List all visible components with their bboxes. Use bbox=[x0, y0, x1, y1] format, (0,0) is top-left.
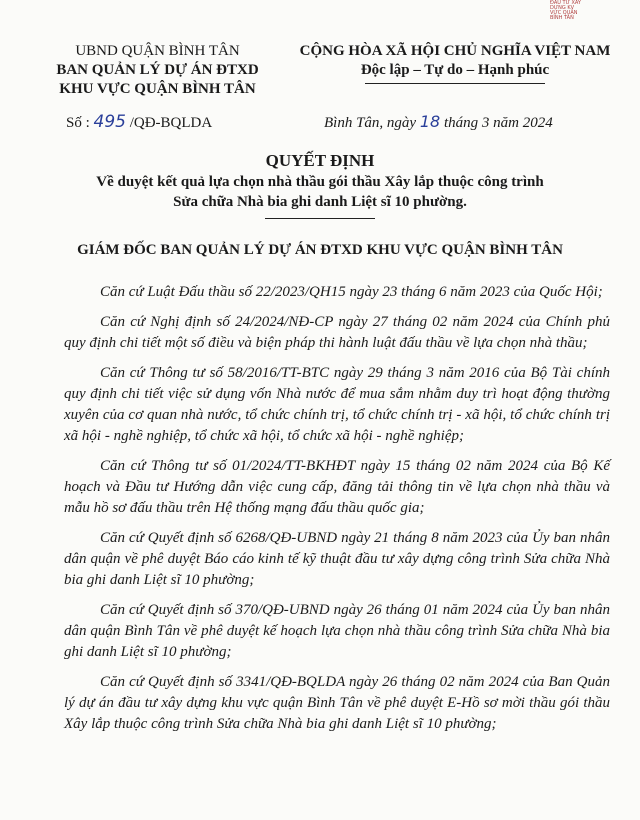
stamp-line: ĐẦU TƯ XÂY bbox=[550, 0, 581, 6]
number-prefix: Số : bbox=[66, 115, 94, 131]
national-motto bbox=[285, 42, 625, 84]
legal-basis: Căn cứ Thông tư số 01/2024/TT-BKHĐT ngày 15 tháng 02 năm 2024 của Bộ Kế hoạch và Đầu tư Hướng dẫn việc cung cấp, đăng tải thông tin về lựa chọn nhà thầu và mẫu hồ sơ đấu thầu trên Hệ thống mạng đấu thầu quốc gia; bbox=[64, 458, 610, 516]
stamp-line: VỰC QUẬN bbox=[550, 10, 578, 16]
agency-parent: UBND QUẬN BÌNH TÂN bbox=[75, 43, 240, 59]
legal-bases bbox=[64, 282, 610, 744]
document-date bbox=[324, 112, 553, 132]
date-before: Bình Tân, ngày bbox=[324, 115, 420, 131]
document-meta bbox=[66, 112, 600, 134]
handwritten-number: 495 bbox=[93, 112, 126, 132]
document-number bbox=[66, 112, 212, 132]
handwritten-day: 18 bbox=[419, 112, 441, 131]
title-underline bbox=[265, 218, 375, 219]
agency-area: KHU VỰC QUẬN BÌNH TÂN bbox=[59, 81, 256, 97]
digital-signature-stamp bbox=[548, 0, 640, 24]
legal-basis: Căn cứ Nghị định số 24/2024/NĐ-CP ngày 27 tháng 02 năm 2024 của Chính phủ quy định chi tiết một số điều và biện pháp thi hành luật đấu thầu về lựa chọn nhà thầu; bbox=[64, 314, 610, 351]
agency-name: BAN QUẢN LÝ DỰ ÁN ĐTXD bbox=[56, 62, 259, 78]
legal-basis: Căn cứ Quyết định số 6268/QĐ-UBND ngày 21 tháng 8 năm 2023 của Ủy ban nhân dân quận về phê duyệt Báo cáo kinh tế kỹ thuật đầu tư xây dựng công trình Sửa chữa Nhà bia ghi danh Liệt sĩ 10 phường; bbox=[64, 530, 610, 588]
stamp-line: BÌNH TÂN bbox=[550, 15, 574, 21]
stamp-line: DỰNG KV bbox=[550, 5, 575, 11]
document-type: QUYẾT ĐỊNH bbox=[265, 151, 375, 170]
document-title bbox=[0, 150, 640, 219]
issuing-agency bbox=[40, 42, 275, 99]
legal-basis: Căn cứ Thông tư số 58/2016/TT-BTC ngày 29 tháng 3 năm 2016 của Bộ Tài chính quy định chi tiết việc sử dụng vốn Nhà nước để mua sắm nhằm duy trì hoạt động thường xuyên của cơ quan nhà nước, tổ chức chính trị, tổ chức chính trị - xã hội, tổ chức chính trị xã hội - nghề nghiệp, tổ chức xã hội, tổ chức xã hội - nghề nghiệp; bbox=[64, 365, 610, 444]
date-after: tháng 3 năm 2024 bbox=[440, 115, 553, 131]
country-name: CỘNG HÒA XÃ HỘI CHỦ NGHĨA VIỆT NAM bbox=[299, 43, 611, 59]
document-header bbox=[40, 42, 620, 102]
legal-basis: Căn cứ Quyết định số 370/QĐ-UBND ngày 26 tháng 01 năm 2024 của Ủy ban nhân dân quận Bình Tân về phê duyệt kế hoạch lựa chọn nhà thầu công trình Sửa chữa Nhà bia ghi danh Liệt sĩ 10 phường; bbox=[64, 602, 610, 660]
issuing-authority: GIÁM ĐỐC BAN QUẢN LÝ DỰ ÁN ĐTXD KHU VỰC QUẬN BÌNH TÂN bbox=[77, 242, 563, 258]
motto: Độc lập – Tự do – Hạnh phúc bbox=[360, 62, 550, 78]
legal-basis: Căn cứ Luật Đấu thầu số 22/2023/QH15 ngày 23 tháng 6 năm 2023 của Quốc Hội; bbox=[100, 284, 603, 300]
motto-underline bbox=[365, 83, 545, 84]
subject-line-1: Về duyệt kết quả lựa chọn nhà thầu gói thầu Xây lắp thuộc công trình bbox=[96, 174, 544, 190]
number-suffix: /QĐ-BQLDA bbox=[125, 115, 213, 131]
subject-line-2: Sửa chữa Nhà bia ghi danh Liệt sĩ 10 phường. bbox=[173, 194, 467, 210]
legal-basis: Căn cứ Quyết định số 3341/QĐ-BQLDA ngày 26 tháng 02 năm 2024 của Ban Quản lý dự án đầu tư xây dựng khu vực quận Bình Tân về phê duyệt E-Hồ sơ mời thầu gói thầu Xây lắp thuộc công trình Sửa chữa Nhà bia ghi danh Liệt sĩ 10 phường; bbox=[64, 674, 610, 732]
